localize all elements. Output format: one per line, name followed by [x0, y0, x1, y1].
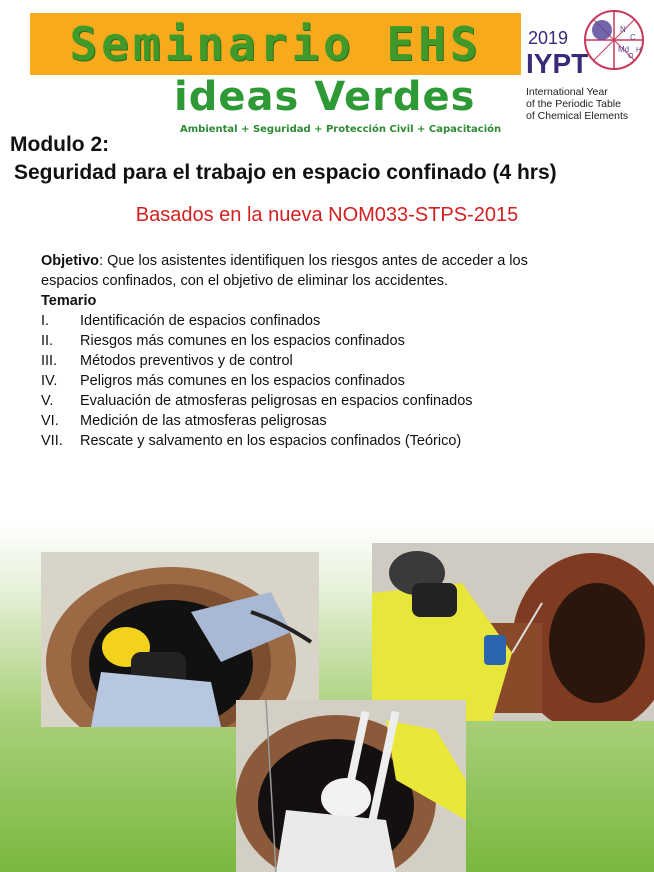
objective-text: : Que los asistentes identifiquen los riesgos antes de acceder a los espacios confinados, con el objetivo de eliminar los accidentes. [41, 253, 528, 289]
item-text: Peligros más comunes en los espacios confinados [80, 373, 405, 389]
photo-manhole-rescue [236, 700, 466, 872]
item-number: I. [41, 313, 50, 329]
iypt-year: 2019 [528, 28, 569, 48]
temario-title: Temario [41, 293, 97, 309]
seminar-banner [30, 13, 521, 75]
item-number: V. [41, 393, 54, 409]
norm-subtitle: Basados en la nueva NOM033-STPS-2015 [135, 204, 519, 226]
item-text: Identificación de espacios confinados [80, 313, 321, 329]
item-number: IV. [41, 373, 58, 389]
circle-letter-h: H [636, 47, 642, 54]
circle-letter-n: N [620, 25, 626, 34]
iypt-caption-line: of the Periodic Table [526, 98, 621, 110]
circle-letter-md: Md [618, 45, 630, 54]
course-title: Seguridad para el trabajo en espacio confinado (4 hrs) [14, 161, 557, 184]
objective-label: Objetivo [41, 253, 100, 269]
item-number: VII. [41, 433, 63, 449]
objective-paragraph [41, 251, 581, 291]
list-item [41, 311, 581, 331]
iypt-logo [526, 8, 648, 122]
periodic-circle-icon [582, 8, 646, 72]
list-item [41, 351, 581, 371]
item-text: Métodos preventivos y de control [80, 353, 293, 369]
temario-list [41, 311, 581, 451]
circle-letter-c: C [630, 33, 636, 42]
brand-tagline: Ambiental + Seguridad + Protección Civil + Capacitación [180, 124, 502, 135]
item-text: Riesgos más comunes en los espacios confinados [80, 333, 405, 349]
list-item [41, 391, 581, 411]
course-content [41, 251, 581, 451]
iypt-caption-line: of Chemical Elements [526, 110, 629, 122]
list-item [41, 371, 581, 391]
photo-gas-measurement [372, 543, 654, 721]
circle-letter-o: O [628, 53, 634, 60]
module-title: Modulo 2: [10, 133, 110, 156]
item-number: III. [41, 353, 58, 369]
list-item [41, 411, 581, 431]
list-item [41, 431, 581, 451]
iypt-caption-line: International Year [526, 86, 608, 98]
item-number: II. [41, 333, 54, 349]
brand-name: ideas Verdes [174, 74, 476, 120]
list-item [41, 331, 581, 351]
iypt-caption [526, 86, 651, 122]
item-number: VI. [41, 413, 59, 429]
item-text: Evaluación de atmosferas peligrosas en espacios confinados [80, 393, 473, 409]
item-text: Rescate y salvamento en los espacios confinados (Teórico) [80, 433, 462, 449]
banner-title: Seminario EHS [69, 17, 482, 71]
item-text: Medición de las atmosferas peligrosas [80, 413, 327, 429]
iypt-acronym: IYPT [526, 48, 589, 79]
